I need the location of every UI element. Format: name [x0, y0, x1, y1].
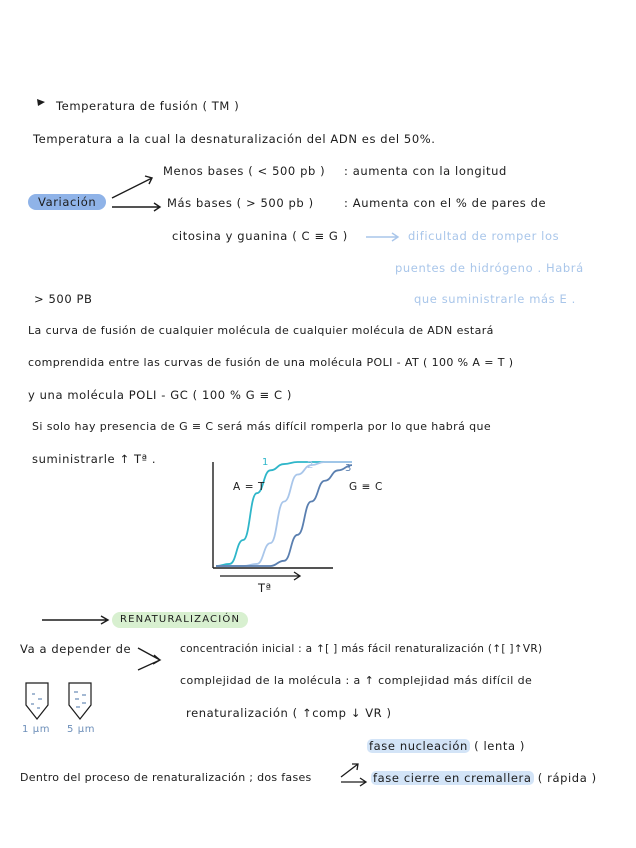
note-1: dificultad de romper los [408, 229, 560, 243]
note-3: que suministrarle más E . [414, 292, 576, 306]
fases-intro: Dentro del proceso de renaturalización ; dos fases [20, 771, 312, 784]
fase-cierre: fase cierre en cremallera [373, 771, 532, 785]
para1-line2: comprendida entre las curvas de fusión de una molécula POLI - AT ( 100 % A = T ) [28, 356, 514, 369]
definition: Temperatura a la cual la desnaturalización del ADN es del 50%. [33, 132, 436, 146]
note-2: puentes de hidrógeno . Habrá [395, 261, 584, 275]
x-axis-arrow-icon [220, 572, 300, 580]
series-3-number: 3 [345, 463, 352, 474]
complejidad-line-2: renaturalización ( ↑comp ↓ VR ) [186, 706, 392, 720]
fase-nucleacion: fase nucleación [369, 739, 468, 753]
fase-cierre-row [371, 771, 597, 785]
series-2-number: 2 [307, 460, 314, 471]
concentracion-line: concentración inicial : a ↑[ ] más fácil renaturalización (↑[ ]↑VR) [180, 643, 543, 655]
mas-effect-2: citosina y guanina ( C ≡ G ) [172, 229, 348, 243]
menos-bases: Menos bases ( < 500 pb ) [163, 164, 326, 178]
variacion-label: Variación [28, 194, 106, 210]
mas-effect: : Aumenta con el % de pares de [344, 196, 547, 210]
gt-500-pb: > 500 PB [34, 292, 93, 306]
para1-line1: La curva de fusión de cualquier molécula de cualquier molécula de ADN estará [28, 324, 494, 337]
complejidad-line: complejidad de la molécula : a ↑ complejidad más difícil de [180, 674, 533, 687]
series-1-number: 1 [262, 457, 269, 468]
series-1-line [216, 462, 352, 566]
heading: Temperatura de fusión ( TM ) [56, 99, 240, 113]
x-axis-label: Tª [258, 581, 272, 595]
renaturalizacion-title: RENATURALIZACIÓN [112, 612, 248, 628]
para1-line3: y una molécula POLI - GC ( 100 % G ≡ C ) [28, 388, 292, 402]
fase-nucleacion-note: ( lenta ) [474, 739, 525, 753]
menos-effect: : aumenta con la longitud [344, 164, 507, 178]
fase-cierre-note: ( rápida ) [537, 771, 597, 785]
fase-nucleacion-row [367, 739, 525, 753]
mas-bases: Más bases ( > 500 pb ) [167, 196, 314, 210]
depender-de: Va a depender de [20, 642, 132, 656]
tube-2-label: 5 μm [67, 724, 96, 735]
series-1-label: A = T [233, 481, 266, 493]
tube-1-label: 1 μm [22, 724, 51, 735]
series-3-label: G ≡ C [349, 481, 383, 493]
para2-line2: suministrarle ↑ Tª . [32, 452, 157, 466]
para2-line1: Si solo hay presencia de G ≡ C será más difícil romperla por lo que habrá que [32, 420, 492, 433]
